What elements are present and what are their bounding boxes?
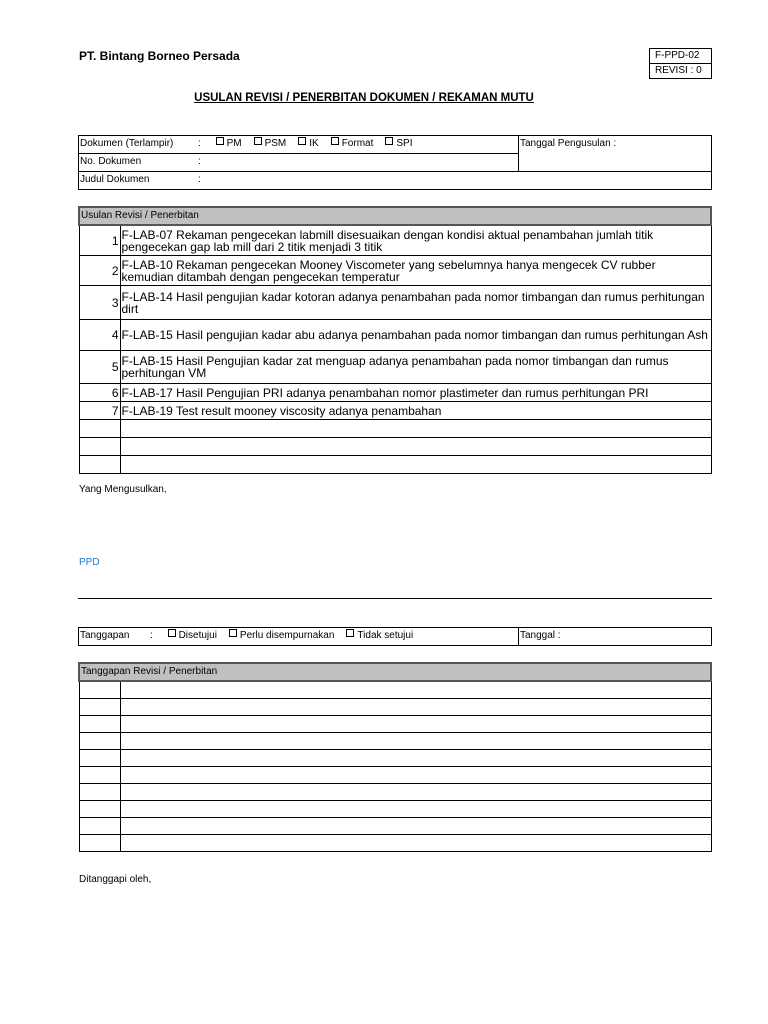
checkbox-icon[interactable] (168, 629, 176, 637)
dokumen-options (204, 138, 413, 149)
dokumen-option-label: PSM (264, 138, 287, 149)
colon: : (198, 138, 201, 149)
form-code: F-PPD-02 (655, 50, 700, 61)
dokumen-option[interactable] (385, 138, 412, 149)
responder-label: Ditanggapi oleh, (79, 874, 152, 885)
tanggapan-row (79, 628, 519, 646)
company-name: PT. Bintang Borneo Persada (79, 49, 240, 63)
tanggapan-row (79, 818, 711, 835)
usulan-row-text[interactable]: F-LAB-15 Hasil Pengujian kadar zat menguap adanya penambahan pada nomor timbangan dan rumus perhitungan VM (120, 351, 711, 384)
tanggapan-row-text[interactable] (120, 835, 711, 852)
colon: : (198, 156, 201, 167)
dokumen-option[interactable] (216, 138, 242, 149)
tanggapan-option[interactable] (168, 630, 217, 641)
dokumen-option-label: SPI (396, 138, 413, 149)
tanggal-pengusulan-cell (519, 136, 712, 172)
tanggapan-row (79, 733, 711, 750)
proposer-label: Yang Mengusulkan, (79, 484, 167, 495)
dokumen-label: Dokumen (Terlampir) (80, 138, 174, 149)
usulan-row (79, 420, 711, 438)
no-dokumen-label: No. Dokumen (80, 156, 142, 167)
tanggapan-header: Tanggapan Revisi / Penerbitan (79, 663, 711, 681)
usulan-row-number (79, 438, 120, 456)
dokumen-option-label: Format (341, 138, 374, 149)
usulan-row-text[interactable]: F-LAB-14 Hasil pengujian kadar kotoran adanya penambahan pada nomor timbangan dan rumus perhitungan dirt (120, 286, 711, 320)
tanggal-pengusulan-label: Tanggal Pengusulan : (520, 138, 617, 149)
tanggapan-row (79, 716, 711, 733)
tanggapan-label: Tanggapan (80, 630, 130, 641)
tanggal-label: Tanggal : (520, 630, 561, 641)
tanggapan-row (79, 801, 711, 818)
tanggapan-option-label: Tidak setujui (357, 630, 414, 641)
tanggapan-row-number (79, 681, 120, 699)
usulan-row-text[interactable]: F-LAB-19 Test result mooney viscosity adanya penambahan (120, 402, 711, 420)
colon: : (198, 174, 201, 185)
judul-dokumen-label: Judul Dokumen (80, 174, 150, 185)
checkbox-icon[interactable] (298, 137, 306, 145)
usulan-row-number: 7 (79, 402, 120, 420)
usulan-row-text[interactable]: F-LAB-17 Hasil Pengujian PRI adanya penambahan nomor plastimeter dan rumus perhitungan PRI (120, 384, 711, 402)
tanggapan-row-text[interactable] (120, 818, 711, 835)
usulan-row (79, 456, 711, 474)
tanggapan-row-number (79, 733, 120, 750)
dokumen-option[interactable] (298, 138, 318, 149)
usulan-row-text[interactable] (120, 456, 711, 474)
no-dokumen-row (79, 154, 519, 172)
tanggapan-option-label: Perlu disempurnakan (239, 630, 335, 641)
tanggapan-option[interactable] (229, 630, 335, 641)
checkbox-icon[interactable] (216, 137, 224, 145)
checkbox-icon[interactable] (385, 137, 393, 145)
tanggapan-table (78, 662, 712, 852)
usulan-row-text[interactable] (120, 420, 711, 438)
divider-line (78, 598, 712, 599)
usulan-row-text[interactable]: F-LAB-15 Hasil pengujian kadar abu adanya penambahan pada nomor timbangan dan rumus perhitungan Ash (120, 320, 711, 351)
usulan-row (79, 225, 711, 256)
tanggapan-row-number (79, 784, 120, 801)
tanggapan-row-text[interactable] (120, 801, 711, 818)
usulan-row-text[interactable]: F-LAB-10 Rekaman pengecekan Mooney Viscometer yang sebelumnya hanya mengecek CV rubber kemudian ditambah dengan pengecekan temperatur (120, 256, 711, 286)
usulan-row (79, 286, 711, 320)
checkbox-icon[interactable] (346, 629, 354, 637)
tanggapan-row-number (79, 818, 120, 835)
tanggapan-row-number (79, 835, 120, 852)
document-info-table (78, 135, 712, 190)
dokumen-option-label: IK (309, 138, 319, 149)
tanggapan-row-text[interactable] (120, 767, 711, 784)
tanggapan-row (79, 750, 711, 767)
checkbox-icon[interactable] (254, 137, 262, 145)
tanggapan-row-text[interactable] (120, 784, 711, 801)
usulan-row (79, 351, 711, 384)
tanggapan-row-text[interactable] (120, 733, 711, 750)
checkbox-icon[interactable] (229, 629, 237, 637)
dokumen-option-label: PM (226, 138, 242, 149)
usulan-row (79, 320, 711, 351)
tanggapan-row-text[interactable] (120, 750, 711, 767)
judul-dokumen-row (79, 172, 712, 190)
usulan-row (79, 402, 711, 420)
tanggapan-row (79, 767, 711, 784)
usulan-row-number: 3 (79, 286, 120, 320)
usulan-row-text[interactable]: F-LAB-07 Rekaman pengecekan labmill disesuaikan dengan kondisi aktual penambahan jumlah titik pengecekan gap lab mill dari 2 titik menjadi 3 titik (120, 225, 711, 256)
usulan-row (79, 256, 711, 286)
dokumen-option[interactable] (331, 138, 374, 149)
usulan-row (79, 384, 711, 402)
tanggapan-row-text[interactable] (120, 681, 711, 699)
revision-label: REVISI : 0 (650, 63, 711, 78)
usulan-row-number (79, 456, 120, 474)
tanggapan-row-number (79, 801, 120, 818)
form-title (0, 92, 728, 104)
usulan-row-number: 5 (79, 351, 120, 384)
usulan-table (78, 206, 712, 474)
tanggapan-option[interactable] (346, 630, 413, 641)
colon: : (150, 630, 153, 641)
usulan-row (79, 438, 711, 456)
usulan-row-text[interactable] (120, 438, 711, 456)
tanggapan-option-label: Disetujui (178, 630, 217, 641)
response-table (78, 627, 712, 646)
usulan-row-number: 6 (79, 384, 120, 402)
usulan-row-number (79, 420, 120, 438)
response-options (156, 630, 414, 641)
tanggapan-row (79, 681, 711, 699)
tanggapan-row-number (79, 750, 120, 767)
dokumen-row (79, 136, 519, 154)
usulan-row-number: 1 (79, 225, 120, 256)
proposer-department: PPD (79, 557, 100, 568)
form-title-text: USULAN REVISI / PENERBITAN DOKUMEN / REKAMAN MUTU (194, 92, 534, 104)
tanggapan-row-text[interactable] (120, 716, 711, 733)
usulan-header: Usulan Revisi / Penerbitan (79, 207, 711, 225)
tanggapan-row-number (79, 699, 120, 716)
tanggapan-row-number (79, 716, 120, 733)
usulan-row-number: 2 (79, 256, 120, 286)
tanggal-cell (519, 628, 712, 646)
tanggapan-row (79, 699, 711, 716)
tanggapan-row (79, 835, 711, 852)
tanggapan-row-text[interactable] (120, 699, 711, 716)
form-code-box (649, 48, 712, 79)
tanggapan-row-number (79, 767, 120, 784)
dokumen-option[interactable] (254, 138, 287, 149)
usulan-row-number: 4 (79, 320, 120, 351)
tanggapan-row (79, 784, 711, 801)
checkbox-icon[interactable] (331, 137, 339, 145)
